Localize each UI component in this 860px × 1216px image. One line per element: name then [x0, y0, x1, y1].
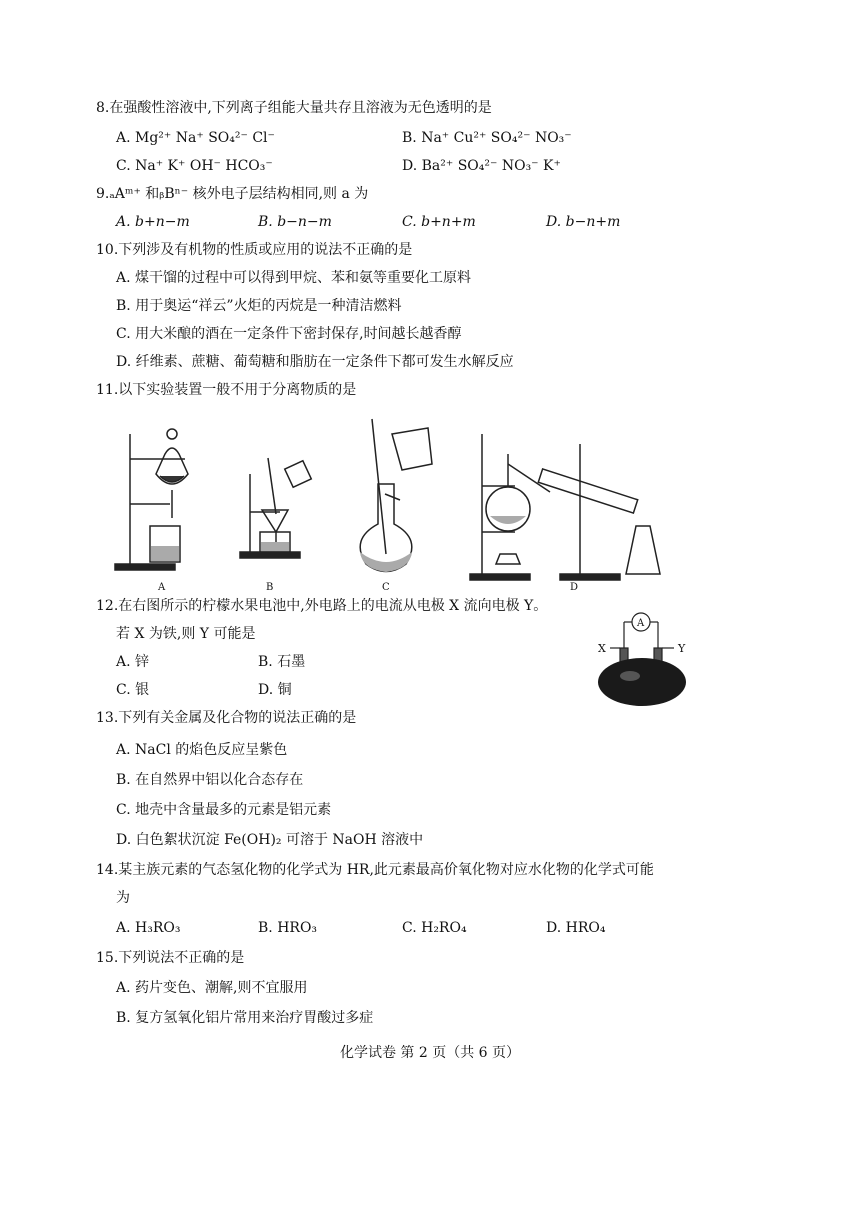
question-9-option-a: A. b+n−m [116, 214, 190, 230]
electrode-x-label: X [598, 642, 606, 655]
question-14-option-b: B. HRO₃ [258, 920, 318, 936]
apparatus-a-separatory-funnel [115, 429, 188, 570]
question-13-option-c: C. 地壳中含量最多的元素是铝元素 [116, 802, 332, 818]
question-10-option-c: C. 用大米酿的酒在一定条件下密封保存,时间越长越香醇 [116, 326, 462, 342]
question-13-option-b: B. 在自然界中铝以化合态存在 [116, 772, 304, 788]
question-8-stem: 8.在强酸性溶液中,下列离子组能大量共存且溶液为无色透明的是 [96, 100, 492, 116]
question-10-option-b: B. 用于奥运“祥云”火炬的丙烷是一种清洁燃料 [116, 298, 402, 314]
question-14-option-a: A. H₃RO₃ [116, 920, 181, 936]
question-14-option-c: C. H₂RO₄ [402, 920, 467, 936]
question-14-stem: 14.某主族元素的气态氢化物的化学式为 HR,此元素最高价氧化物对应水化物的化学式可能 [96, 862, 654, 878]
question-14-option-d: D. HRO₄ [546, 920, 606, 936]
apparatus-c-volumetric-flask [360, 419, 432, 572]
question-12-option-a: A. 锌 [116, 654, 150, 670]
question-14-stem-cont: 为 [116, 890, 130, 906]
question-13-option-a: A. NaCl 的焰色反应呈紫色 [116, 742, 288, 758]
question-12-stem-cont: 若 X 为铁,则 Y 可能是 [116, 626, 256, 642]
question-15-stem: 15.下列说法不正确的是 [96, 950, 245, 966]
question-12-option-d: D. 铜 [258, 682, 292, 698]
question-9-option-b: B. b−n−m [258, 214, 332, 230]
question-8-option-c: C. Na⁺ K⁺ OH⁻ HCO₃⁻ [116, 158, 273, 174]
question-9-option-c: C. b+n+m [402, 214, 476, 230]
question-15-option-b: B. 复方氢氧化铝片常用来治疗胃酸过多症 [116, 1010, 374, 1026]
question-12-option-c: C. 银 [116, 682, 150, 698]
question-10-option-d: D. 纤维素、蔗糖、葡萄糖和脂肪在一定条件下都可发生水解反应 [116, 354, 514, 370]
question-9-stem: 9.ₐAᵐ⁺ 和ᵦBⁿ⁻ 核外电子层结构相同,则 a 为 [96, 186, 369, 202]
label-c: C [382, 582, 390, 592]
electrode-y-label: Y [678, 642, 686, 655]
label-a: A [158, 582, 166, 592]
page-footer: 化学试卷 第 2 页（共 6 页） [339, 1045, 521, 1061]
question-10-stem: 10.下列涉及有机物的性质或应用的说法不正确的是 [96, 242, 413, 258]
lab-apparatus-figure [110, 414, 670, 592]
question-12-stem: 12.在右图所示的柠檬水果电池中,外电路上的电流从电极 X 流向电极 Y。 [96, 598, 548, 614]
question-8-option-a: A. Mg²⁺ Na⁺ SO₄²⁻ Cl⁻ [116, 130, 275, 146]
lemon-battery-figure [590, 608, 710, 712]
question-13-stem: 13.下列有关金属及化合物的说法正确的是 [96, 710, 357, 726]
ammeter-label: A [637, 618, 645, 629]
question-12-option-b: B. 石墨 [258, 654, 306, 670]
question-8-option-d: D. Ba²⁺ SO₄²⁻ NO₃⁻ K⁺ [402, 158, 561, 174]
question-8-option-b: B. Na⁺ Cu²⁺ SO₄²⁻ NO₃⁻ [402, 130, 572, 146]
apparatus-d-distillation [470, 434, 660, 580]
apparatus-b-filtration [240, 458, 311, 558]
question-9-option-d: D. b−n+m [546, 214, 621, 230]
question-13-option-d: D. 白色絮状沉淀 Fe(OH)₂ 可溶于 NaOH 溶液中 [116, 832, 424, 848]
question-10-option-a: A. 煤干馏的过程中可以得到甲烷、苯和氨等重要化工原料 [116, 270, 472, 286]
label-b: B [266, 582, 274, 592]
question-11-stem: 11.以下实验装置一般不用于分离物质的是 [96, 382, 357, 398]
question-15-option-a: A. 药片变色、潮解,则不宜服用 [116, 980, 308, 996]
label-d: D [570, 582, 579, 592]
